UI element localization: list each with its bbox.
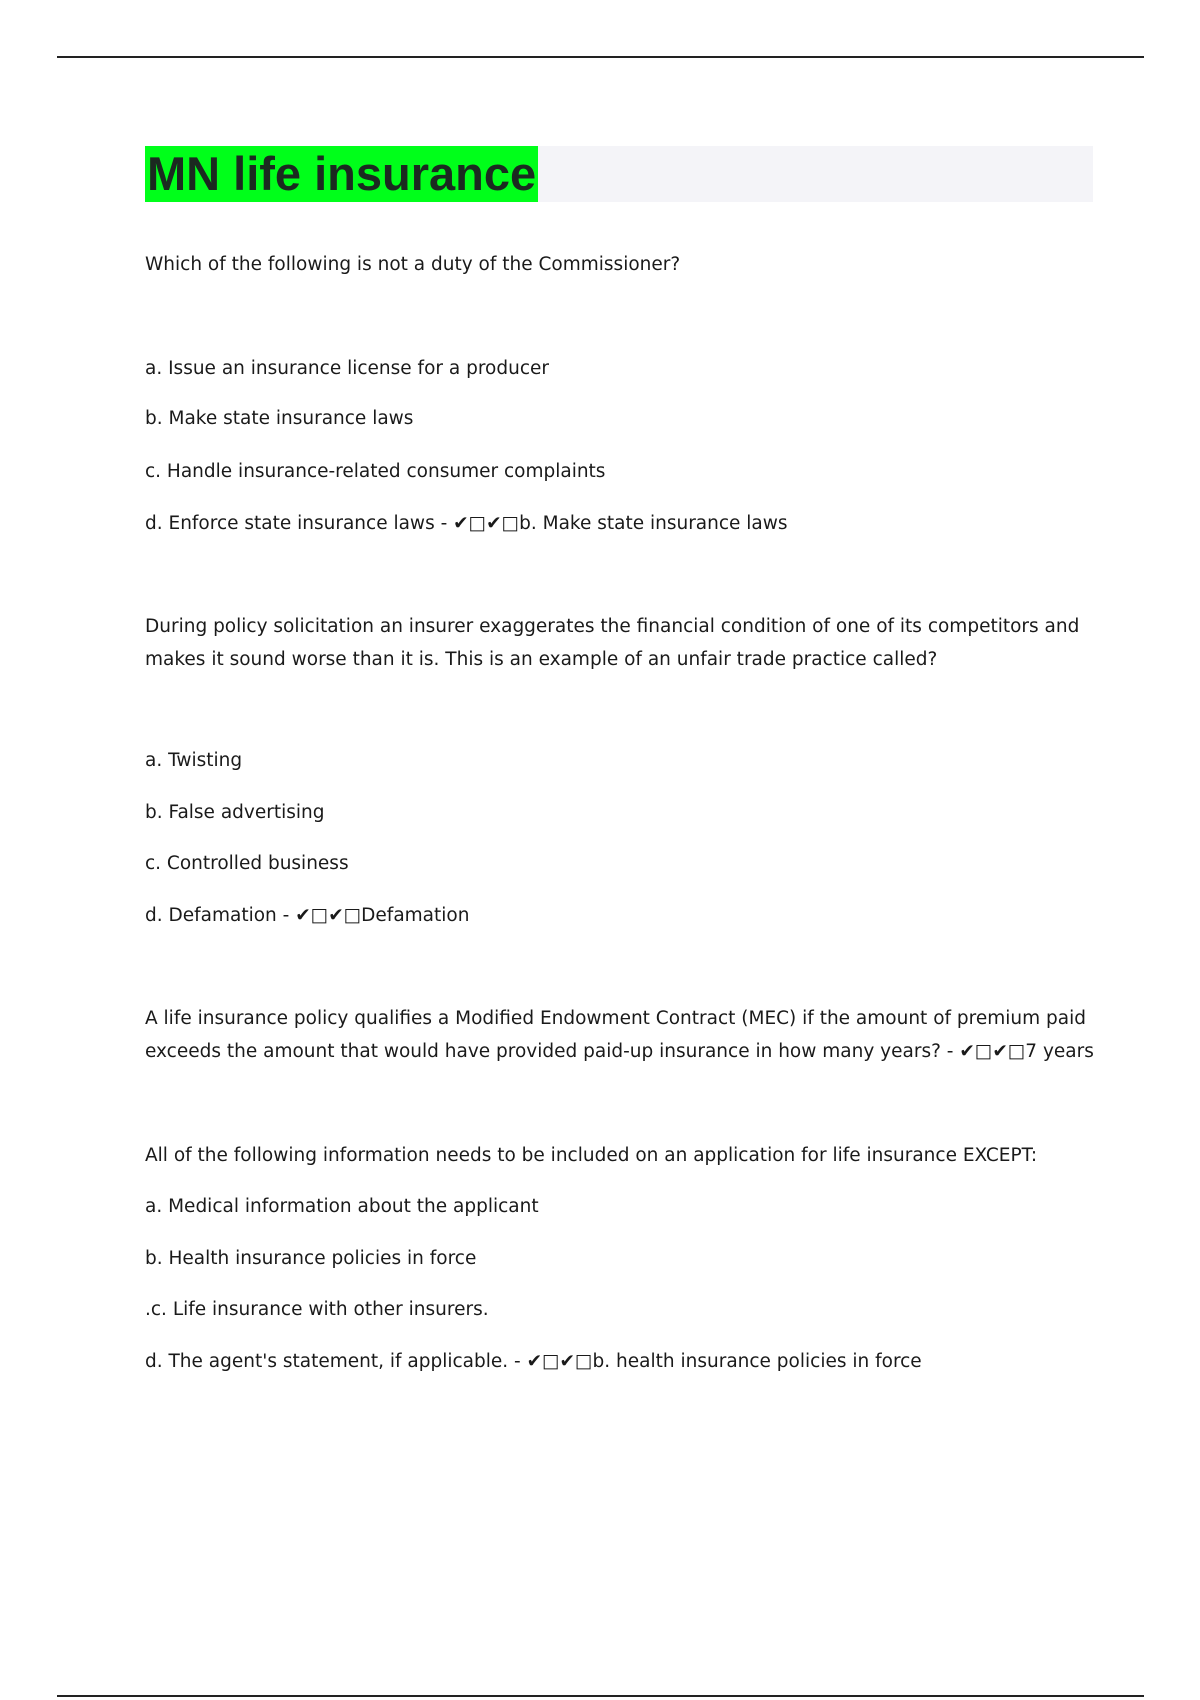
question-1-option-d-answer: d. Enforce state insurance laws - ✔□✔□b. Make state insurance laws [145, 513, 788, 534]
bottom-rule [57, 1695, 1144, 1697]
question-4-option-b: b. Health insurance policies in force [145, 1248, 477, 1269]
top-rule [57, 56, 1144, 58]
question-2-option-c: c. Controlled business [145, 853, 349, 874]
question-4-option-c: .c. Life insurance with other insurers. [145, 1299, 489, 1320]
question-1-option-a: a. Issue an insurance license for a producer [145, 358, 549, 379]
question-2-prompt: During policy solicitation an insurer exaggerates the financial condition of one of its competitors and makes it sound worse than it is. This is an example of an unfair trade practice called? [145, 616, 1080, 670]
question-4-option-a: a. Medical information about the applicant [145, 1196, 539, 1217]
question-4-prompt: All of the following information needs to be included on an application for life insurance EXCEPT: [145, 1145, 1038, 1166]
question-2-option-b: b. False advertising [145, 802, 325, 823]
question-4-option-d-answer: d. The agent's statement, if applicable. - ✔□✔□b. health insurance policies in force [145, 1351, 922, 1372]
question-1-option-c: c. Handle insurance-related consumer complaints [145, 461, 606, 482]
document-title: MN life insurance [147, 147, 537, 200]
question-3-prompt-answer: A life insurance policy qualifies a Modified Endowment Contract (MEC) if the amount of premium paid exceeds the amount that would have provided paid-up insurance in how many years? - ✔□✔□7 years [145, 1008, 1094, 1062]
question-2-option-a: a. Twisting [145, 750, 243, 771]
question-2-option-d-answer: d. Defamation - ✔□✔□Defamation [145, 905, 470, 926]
question-1-prompt: Which of the following is not a duty of the Commissioner? [145, 254, 681, 275]
question-1-option-b: b. Make state insurance laws [145, 408, 414, 429]
